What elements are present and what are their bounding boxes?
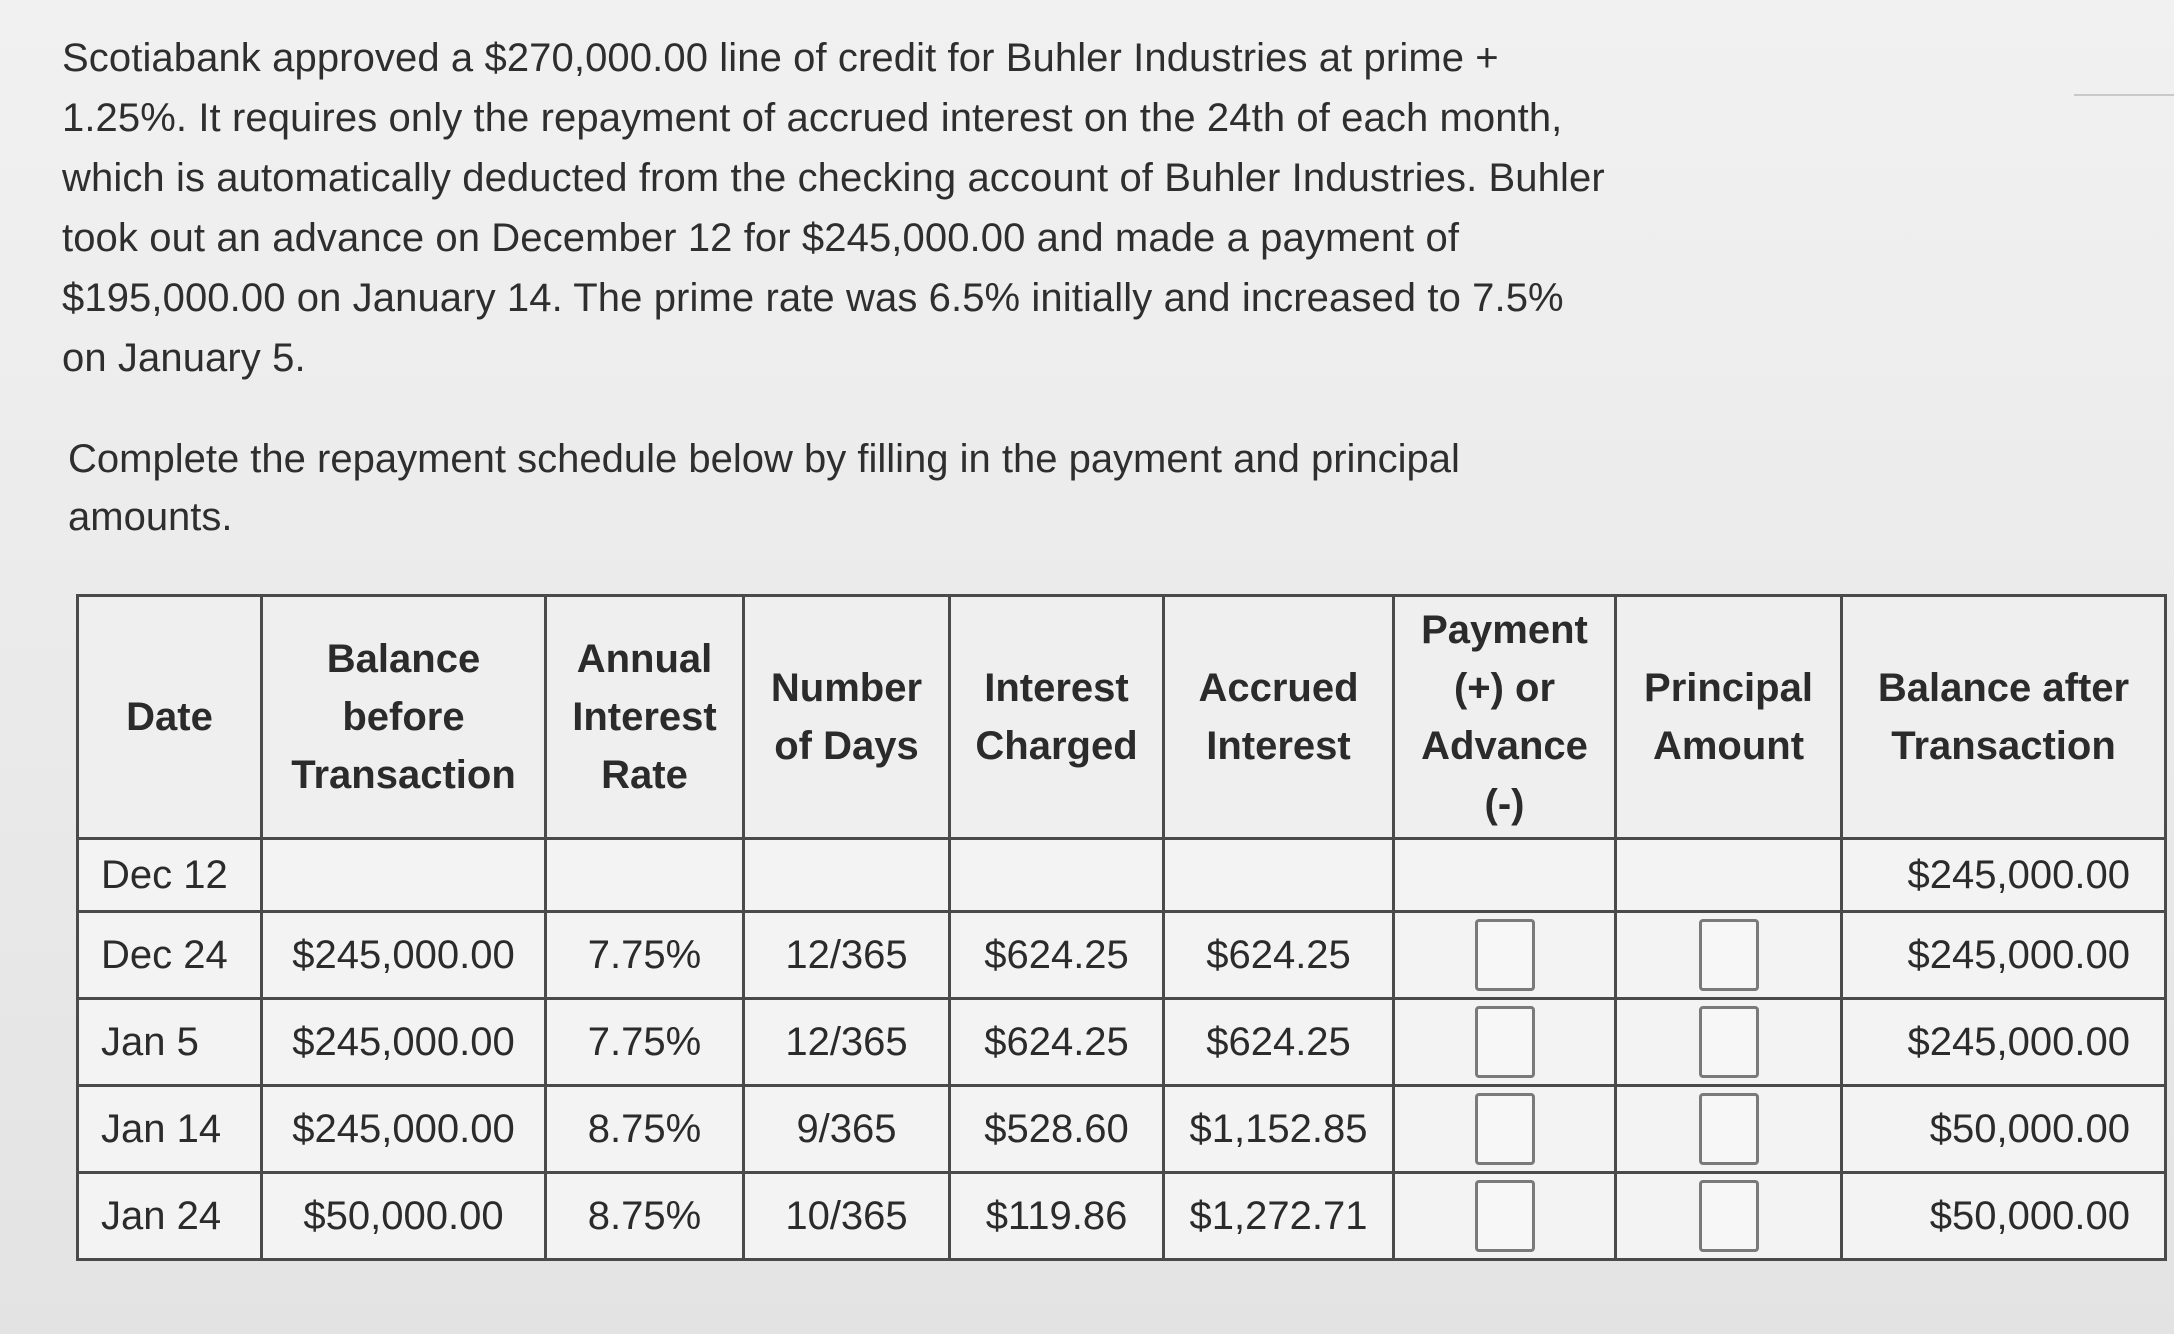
balance-before-cell xyxy=(262,839,546,912)
balance-before-cell: $245,000.00 xyxy=(262,912,546,999)
balance-after-cell: $50,000.00 xyxy=(1842,1173,2166,1260)
payment-input[interactable] xyxy=(1475,1093,1535,1165)
balance-before-cell: $245,000.00 xyxy=(262,1086,546,1173)
date-cell: Jan 24 xyxy=(78,1173,262,1260)
accrued-interest-cell: $1,272.71 xyxy=(1164,1173,1394,1260)
interest-charged-cell: $624.25 xyxy=(950,912,1164,999)
balance-after-cell: $50,000.00 xyxy=(1842,1086,2166,1173)
principal-input[interactable] xyxy=(1699,1093,1759,1165)
balance-after-cell: $245,000.00 xyxy=(1842,912,2166,999)
principal-input[interactable] xyxy=(1699,919,1759,991)
instruction-line: Complete the repayment schedule below by filling in the payment and principal xyxy=(68,437,1460,481)
balance-before-cell: $50,000.00 xyxy=(262,1173,546,1260)
question-line: $195,000.00 on January 14. The prime rate was 6.5% initially and increased to 7.5% xyxy=(62,276,1564,320)
table-row xyxy=(78,1173,2166,1260)
days-cell xyxy=(744,839,950,912)
rate-cell: 8.75% xyxy=(546,1173,744,1260)
balance-after-cell: $245,000.00 xyxy=(1842,999,2166,1086)
principal-input[interactable] xyxy=(1699,1006,1759,1078)
payment-input[interactable] xyxy=(1475,1180,1535,1252)
accrued-interest-cell: $624.25 xyxy=(1164,912,1394,999)
payment-cell xyxy=(1394,999,1616,1086)
table-row xyxy=(78,839,2166,912)
question-line: 1.25%. It requires only the repayment of accrued interest on the 24th of each month, xyxy=(62,96,1563,140)
question-line: on January 5. xyxy=(62,336,306,380)
date-cell: Dec 12 xyxy=(78,839,262,912)
interest-charged-cell: $624.25 xyxy=(950,999,1164,1086)
table-row xyxy=(78,999,2166,1086)
header-principal-amount: Principal Amount xyxy=(1616,596,1842,839)
principal-cell xyxy=(1616,1086,1842,1173)
question-line: Scotiabank approved a $270,000.00 line of credit for Buhler Industries at prime + xyxy=(62,36,1499,80)
repayment-schedule-table xyxy=(76,594,2167,1261)
question-line: took out an advance on December 12 for $245,000.00 and made a payment of xyxy=(62,216,1460,260)
instruction-line: amounts. xyxy=(68,495,233,539)
table-row xyxy=(78,912,2166,999)
accrued-interest-cell xyxy=(1164,839,1394,912)
header-date: Date xyxy=(78,596,262,839)
header-accrued-interest: Accrued Interest xyxy=(1164,596,1394,839)
payment-input[interactable] xyxy=(1475,919,1535,991)
header-interest-charged: Interest Charged xyxy=(950,596,1164,839)
payment-cell xyxy=(1394,1086,1616,1173)
principal-cell xyxy=(1616,839,1842,912)
instruction-text xyxy=(68,430,1568,546)
header-annual-rate: Annual Interest Rate xyxy=(546,596,744,839)
balance-after-cell: $245,000.00 xyxy=(1842,839,2166,912)
question-text xyxy=(62,28,1702,388)
balance-before-cell: $245,000.00 xyxy=(262,999,546,1086)
principal-cell xyxy=(1616,1173,1842,1260)
principal-cell xyxy=(1616,912,1842,999)
divider xyxy=(2074,94,2174,96)
question-line: which is automatically deducted from the checking account of Buhler Industries. Buhler xyxy=(62,156,1605,200)
rate-cell xyxy=(546,839,744,912)
rate-cell: 7.75% xyxy=(546,912,744,999)
interest-charged-cell: $528.60 xyxy=(950,1086,1164,1173)
header-payment-advance: Payment (+) or Advance (-) xyxy=(1394,596,1616,839)
date-cell: Jan 5 xyxy=(78,999,262,1086)
payment-input[interactable] xyxy=(1475,1006,1535,1078)
days-cell: 12/365 xyxy=(744,999,950,1086)
principal-cell xyxy=(1616,999,1842,1086)
days-cell: 9/365 xyxy=(744,1086,950,1173)
header-row xyxy=(78,596,2166,839)
payment-cell xyxy=(1394,1173,1616,1260)
date-cell: Dec 24 xyxy=(78,912,262,999)
rate-cell: 7.75% xyxy=(546,999,744,1086)
payment-cell xyxy=(1394,839,1616,912)
header-number-of-days: Number of Days xyxy=(744,596,950,839)
interest-charged-cell: $119.86 xyxy=(950,1173,1164,1260)
table-row xyxy=(78,1086,2166,1173)
payment-cell xyxy=(1394,912,1616,999)
principal-input[interactable] xyxy=(1699,1180,1759,1252)
accrued-interest-cell: $624.25 xyxy=(1164,999,1394,1086)
days-cell: 10/365 xyxy=(744,1173,950,1260)
rate-cell: 8.75% xyxy=(546,1086,744,1173)
interest-charged-cell xyxy=(950,839,1164,912)
header-balance-before: Balance before Transaction xyxy=(262,596,546,839)
header-balance-after: Balance after Transaction xyxy=(1842,596,2166,839)
accrued-interest-cell: $1,152.85 xyxy=(1164,1086,1394,1173)
date-cell: Jan 14 xyxy=(78,1086,262,1173)
days-cell: 12/365 xyxy=(744,912,950,999)
